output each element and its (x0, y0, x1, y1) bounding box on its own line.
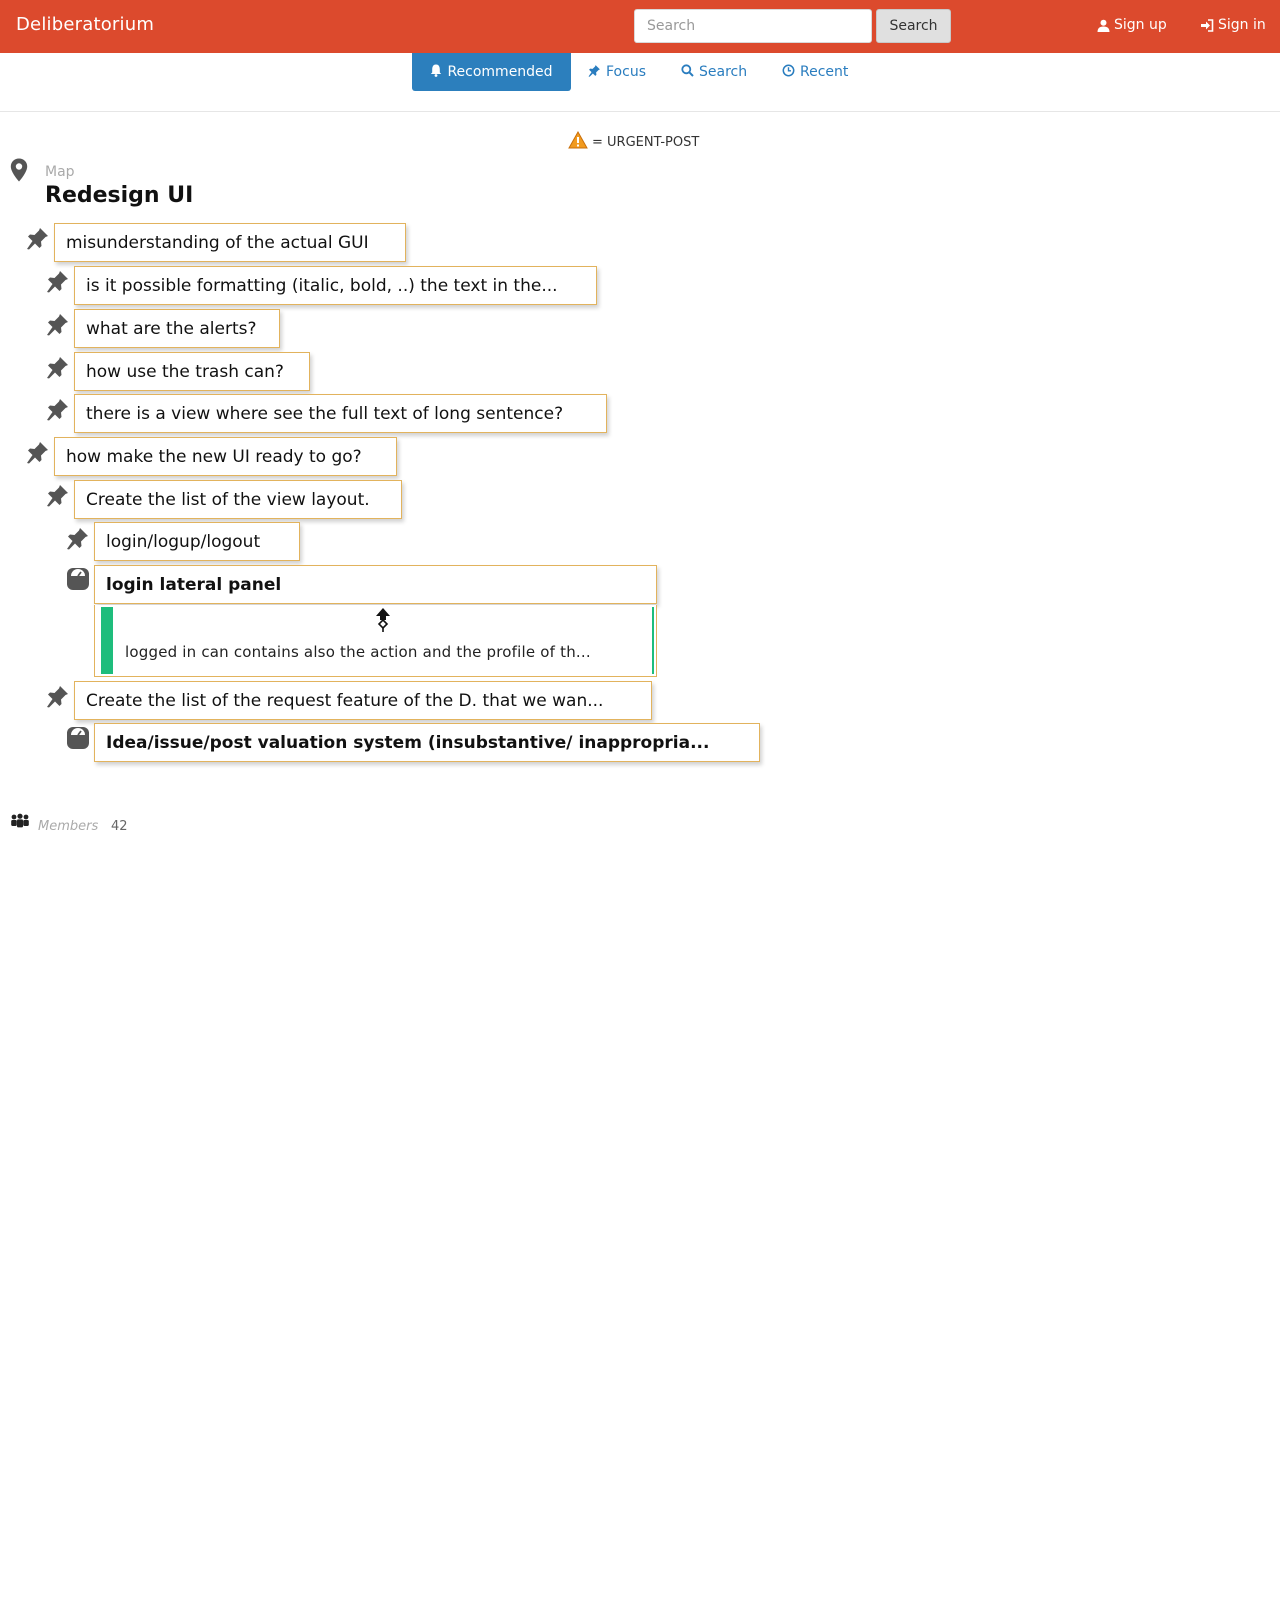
group-icon (10, 813, 30, 835)
tab-search[interactable] (667, 53, 761, 91)
pin-icon (46, 684, 70, 708)
node-card[interactable]: how use the trash can? (74, 352, 310, 391)
view-tabs (0, 53, 1280, 112)
members-label: Members (38, 819, 99, 834)
legend-text: = URGENT-POST (592, 134, 700, 150)
sign-in-link[interactable] (1200, 17, 1266, 33)
pin-icon (46, 312, 70, 336)
pin-icon (26, 440, 50, 464)
map-marker-icon (10, 158, 28, 186)
node-card[interactable]: what are the alerts? (74, 309, 280, 348)
node-card[interactable]: is it possible formatting (italic, bold, ..) the text in the... (74, 266, 597, 305)
pin-icon (26, 226, 50, 250)
node-card[interactable]: there is a view where see the full text of long sentence? (74, 394, 607, 433)
pin-icon (66, 526, 90, 550)
node-detail-panel (94, 605, 657, 677)
status-bar (652, 607, 654, 674)
tab-recent[interactable] (768, 53, 862, 91)
arrow-up-icon[interactable] (375, 607, 391, 637)
node-card[interactable]: login/logup/logout (94, 522, 300, 561)
bell-icon (430, 64, 442, 81)
pin-icon (46, 269, 70, 293)
sign-up-link[interactable] (1097, 17, 1167, 33)
top-navbar (0, 0, 1280, 53)
pin-icon (588, 64, 601, 81)
sign-in-icon (1200, 19, 1214, 32)
node-card[interactable]: Idea/issue/post valuation system (insubstantive/ inappropria... (94, 723, 760, 762)
node-card[interactable]: how make the new UI ready to go? (54, 437, 397, 476)
tab-focus[interactable] (574, 53, 660, 91)
tab-label: Focus (606, 64, 646, 80)
members-count: 42 (111, 819, 128, 834)
detail-text: logged in can contains also the action and the profile of th... (125, 643, 591, 661)
node-card[interactable]: login lateral panel (94, 565, 657, 604)
clock-icon (782, 64, 795, 81)
tab-label: Search (699, 64, 748, 80)
status-bar (101, 607, 113, 674)
map-title[interactable]: Redesign UI (45, 183, 194, 208)
scale-icon (66, 567, 90, 591)
sign-in-label: Sign in (1218, 17, 1266, 33)
search-icon (681, 64, 694, 81)
pin-icon (46, 355, 70, 379)
urgent-legend (568, 131, 699, 153)
tab-label: Recent (800, 64, 849, 80)
app-brand[interactable]: Deliberatorium (16, 14, 155, 35)
tab-recommended[interactable] (412, 53, 571, 91)
map-label: Map (45, 164, 75, 180)
scale-icon (66, 726, 90, 750)
user-icon (1097, 19, 1110, 32)
tab-label: Recommended (447, 64, 553, 80)
pin-icon (46, 483, 70, 507)
pin-icon (46, 397, 70, 421)
search-button[interactable]: Search (876, 9, 951, 43)
warning-icon (568, 131, 588, 153)
node-card[interactable]: Create the list of the request feature of the D. that we wan... (74, 681, 652, 720)
node-card[interactable]: Create the list of the view layout. (74, 480, 402, 519)
sign-up-label: Sign up (1114, 17, 1167, 33)
search-input[interactable] (634, 9, 872, 43)
node-card[interactable]: misunderstanding of the actual GUI (54, 223, 406, 262)
